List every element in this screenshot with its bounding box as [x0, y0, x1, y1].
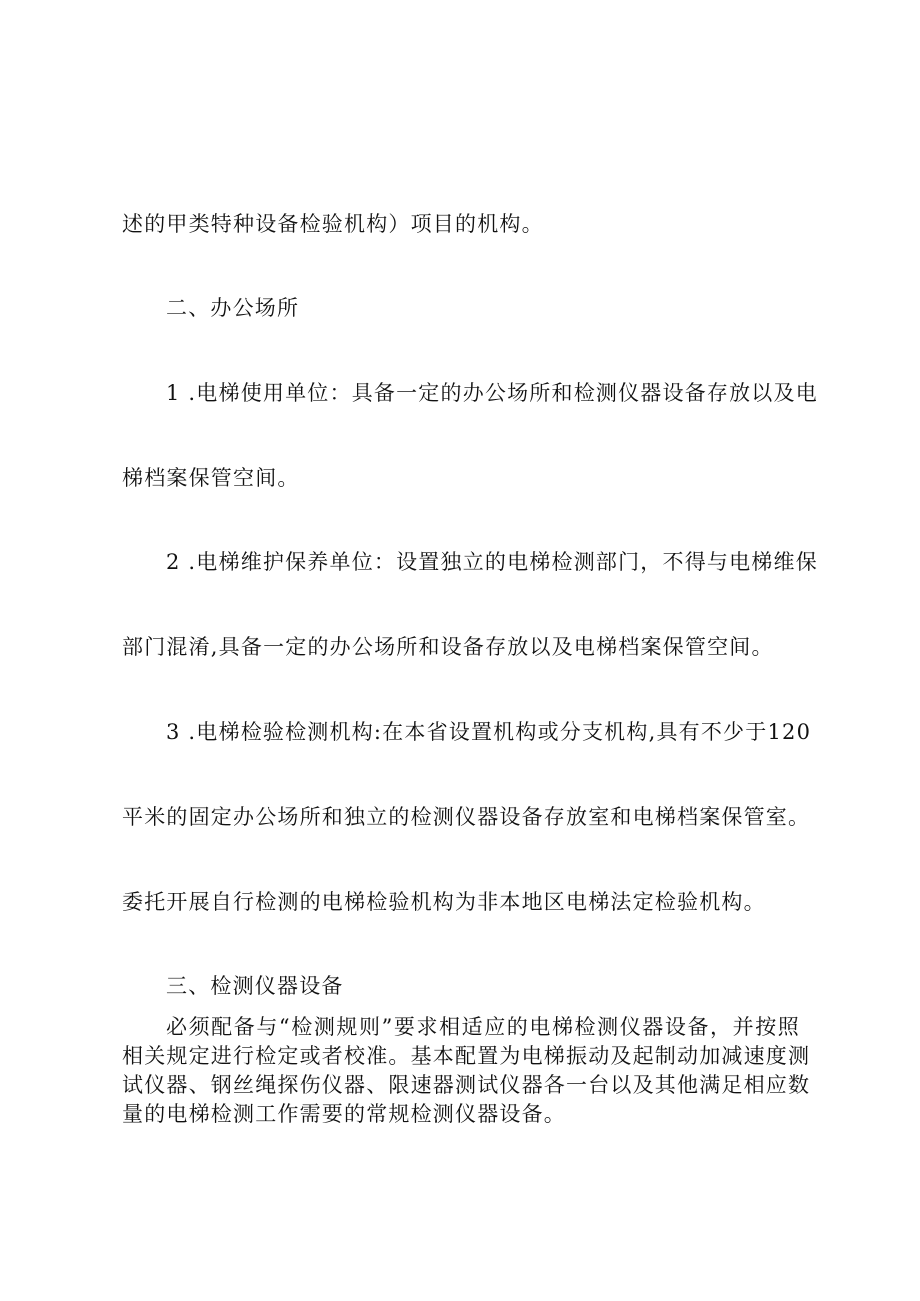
paragraph-line: 部门混淆,具备一定的办公场所和设备存放以及电梯档案保管空间。 [122, 635, 774, 659]
paragraph-line: 平米的固定办公场所和独立的检测仪器设备存放室和电梯档案保管室。 [122, 805, 811, 829]
paragraph-line: 相关规定进行检定或者校准。基本配置为电梯振动及起制动加减速度测 [122, 1044, 811, 1068]
paragraph-line: 3 .电梯检验检测机构:在本省设置机构或分支机构,具有不少于120 [166, 720, 812, 744]
paragraph-line: 必须配备与“检测规则”要求相适应的电梯检测仪器设备，并按照 [166, 1015, 800, 1039]
section-heading: 二、办公场所 [166, 296, 300, 320]
paragraph-line: 述的甲类特种设备检验机构）项目的机构。 [122, 212, 544, 236]
paragraph-line: 试仪器、钢丝绳探伤仪器、限速器测试仪器各一台以及其他满足相应数 [122, 1073, 811, 1097]
paragraph-line: 量的电梯检测工作需要的常规检测仪器设备。 [122, 1102, 566, 1126]
paragraph-line: 2 .电梯维护保养单位：设置独立的电梯检测部门，不得与电梯维保 [166, 550, 818, 574]
paragraph-line: 委托开展自行检测的电梯检验机构为非本地区电梯法定检验机构。 [122, 890, 766, 914]
section-heading: 三、检测仪器设备 [166, 974, 344, 998]
paragraph-line: 1 .电梯使用单位：具备一定的办公场所和检测仪器设备存放以及电 [166, 381, 818, 405]
paragraph-line: 梯档案保管空间。 [122, 466, 300, 490]
